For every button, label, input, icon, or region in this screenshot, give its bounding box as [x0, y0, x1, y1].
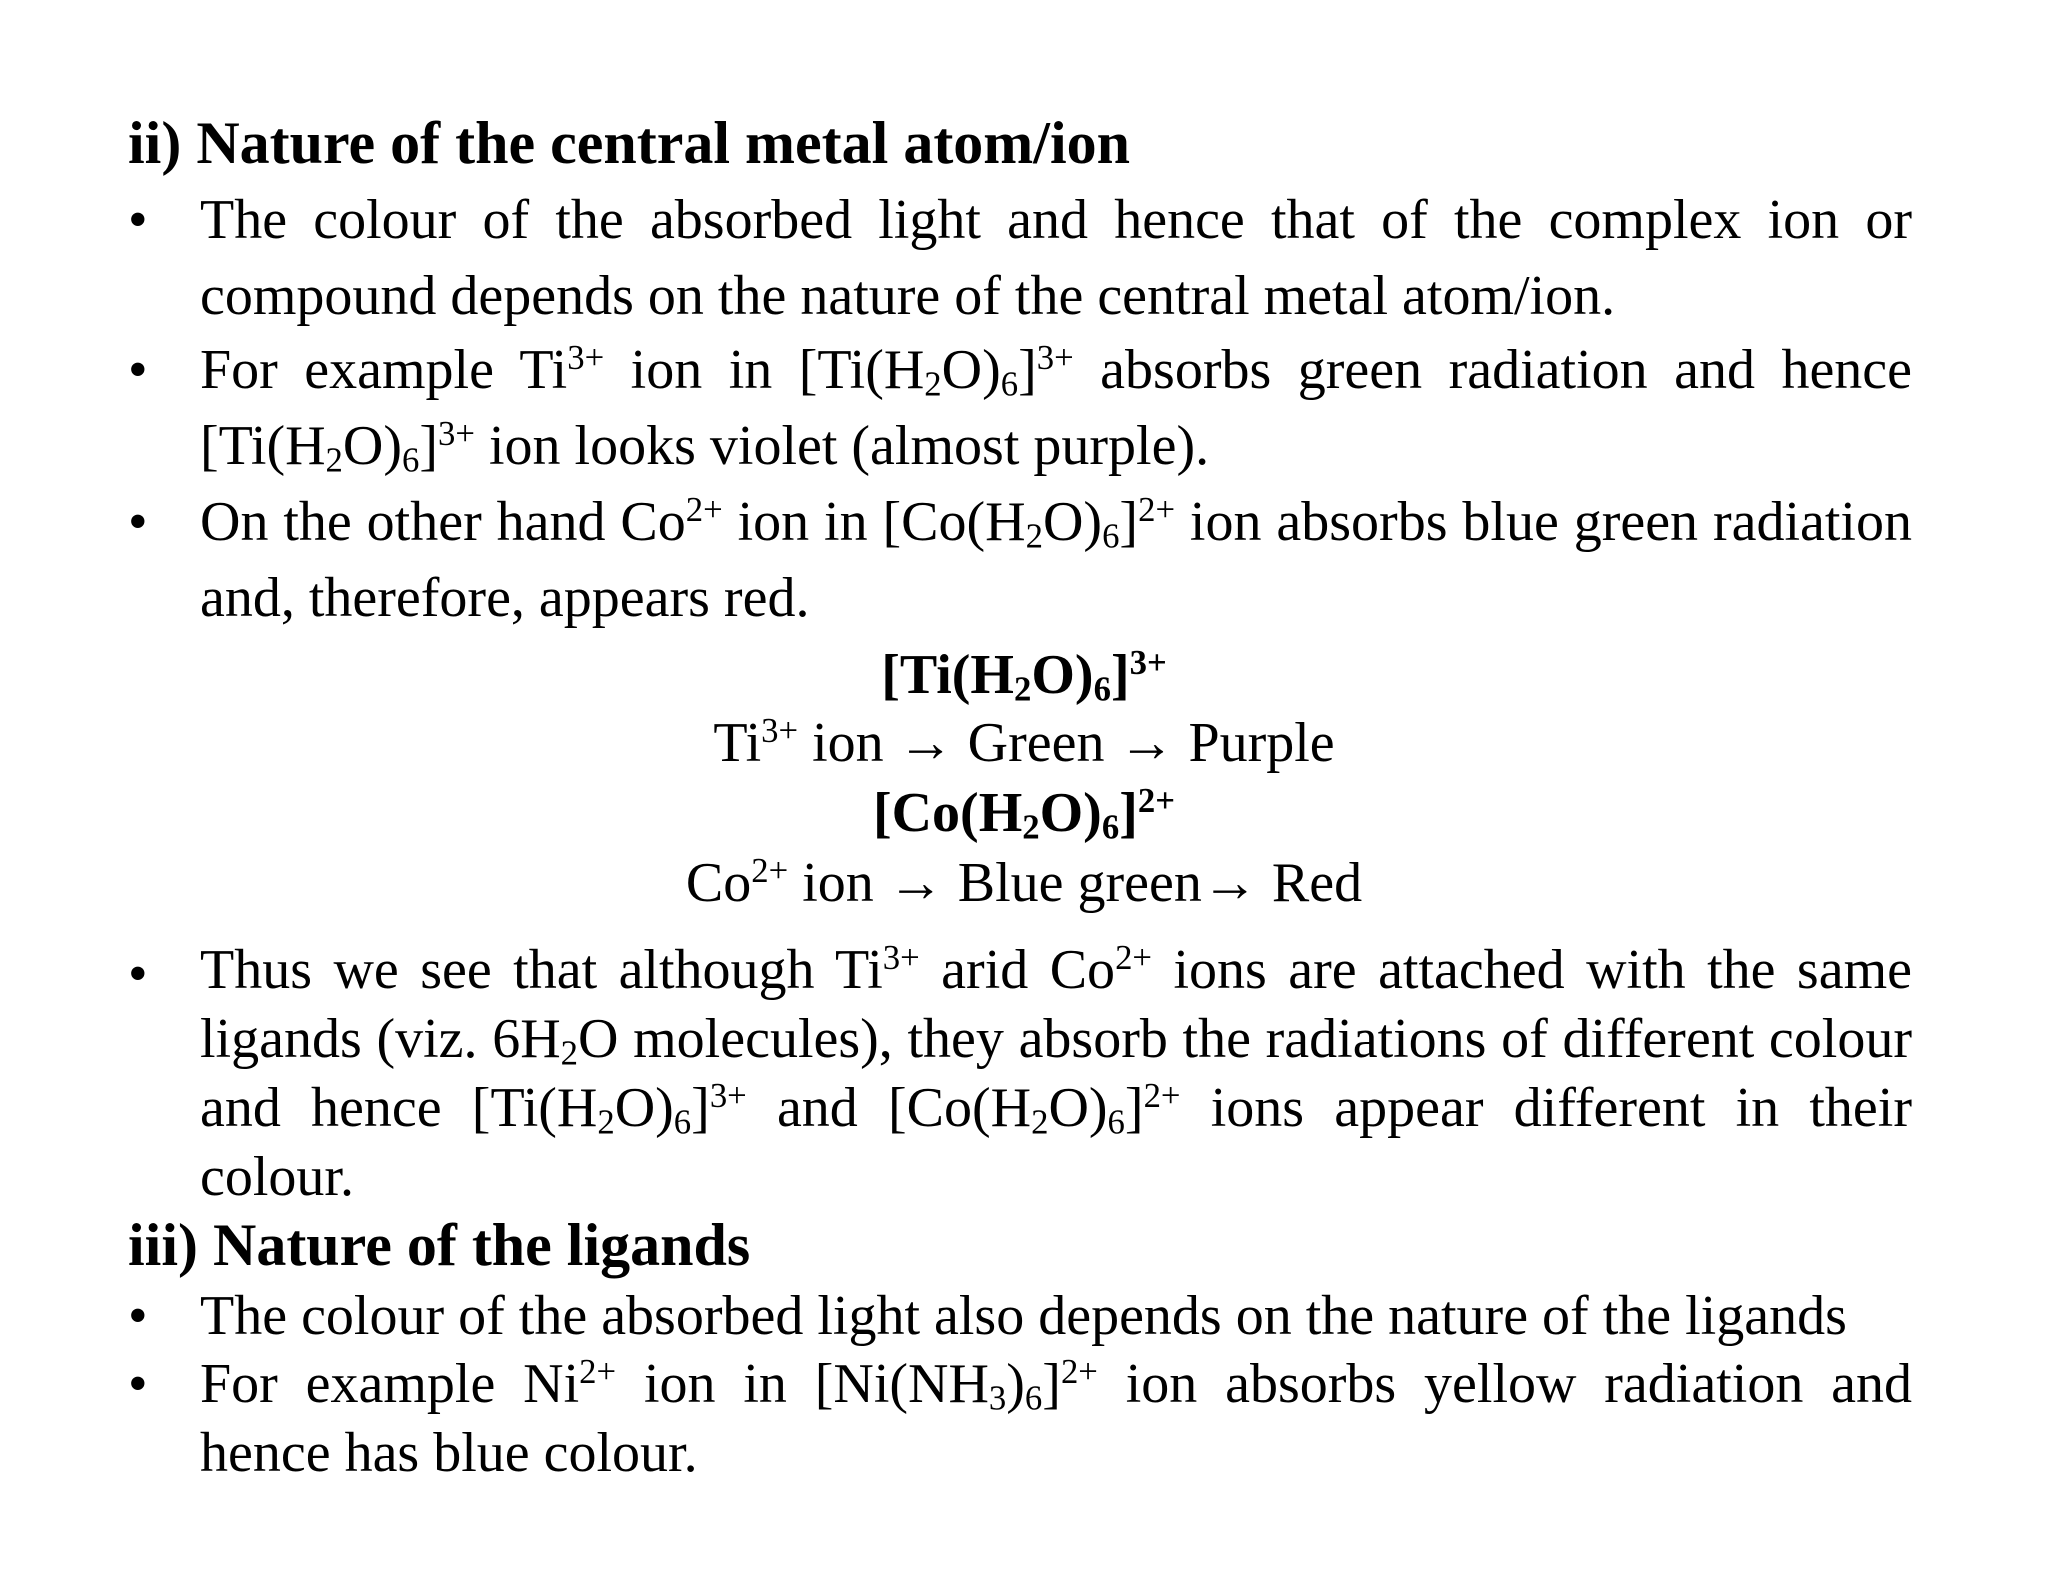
- bullet-dot: •: [128, 943, 148, 1005]
- bullet-item: [128, 332, 1912, 484]
- bullet-text: For example $Ti^{3+}$ ion in $[Ti(H_2O)_6]^{3+}$ absorbs green radiation and hence $[Ti(H_2O)_6]^{3+}$ ion looks violet (almost purple).: [200, 337, 1913, 480]
- bullet-text: The colour of the absorbed light and hence that of the complex ion or compound depends on the nature of the central metal atom/ion.: [200, 189, 1912, 327]
- bullet-dot: •: [128, 339, 148, 401]
- bullet-dot: •: [128, 189, 148, 251]
- section-ii-heading: ii) Nature of the central metal atom/ion: [128, 110, 1130, 176]
- bullet-text: For example $Ni^{2+}$ ion in $[Ni(NH_3)_6]^{2+}$ ion absorbs yellow radiation and hence has blue colour.: [200, 1351, 1913, 1484]
- bullet-item: [128, 484, 1912, 636]
- bullet-dot: •: [128, 491, 148, 553]
- bullet-item: [128, 182, 1912, 334]
- co-complex-formula: $[Co(H_2O)_6]^{2+}$: [872, 780, 1176, 847]
- co-colour-scheme: $Co^{2+}$ ion → Blue green→ Red: [685, 850, 1363, 914]
- bullet-text: The colour of the absorbed light also depends on the nature of the ligands: [200, 1285, 1847, 1347]
- section-iii-heading: iii) Nature of the ligands: [128, 1212, 751, 1278]
- bullet-item: [128, 936, 1912, 1236]
- bullet-dot: •: [128, 1285, 148, 1347]
- bullet-item: [128, 1282, 1912, 1352]
- bullet-item: [128, 1350, 1912, 1490]
- bullet-text: Thus we see that although $Ti^{3+}$ arid $Co^{2+}$ ions are attached with the same ligands (viz. $6H_2O$ molecules), they absorb the radiations of different colour and hence $[Ti(H_2O)_6]^{3+}$ and $[Co(H_2O)_6]^{2+}$ ions appear different in their colour.: [200, 937, 1912, 1208]
- bullet-text: On the other hand $Co^{2+}$ ion in $[Co(H_2O)_6]^{2+}$ ion absorbs blue green radiation and, therefore, appears red.: [200, 489, 1912, 629]
- ti-colour-scheme: $Ti^{3+}$ ion → Green → Purple: [713, 710, 1335, 774]
- bullet-dot: •: [128, 1353, 148, 1415]
- ti-complex-formula: $[Ti(H_2O)_6]^{3+}$: [881, 642, 1167, 709]
